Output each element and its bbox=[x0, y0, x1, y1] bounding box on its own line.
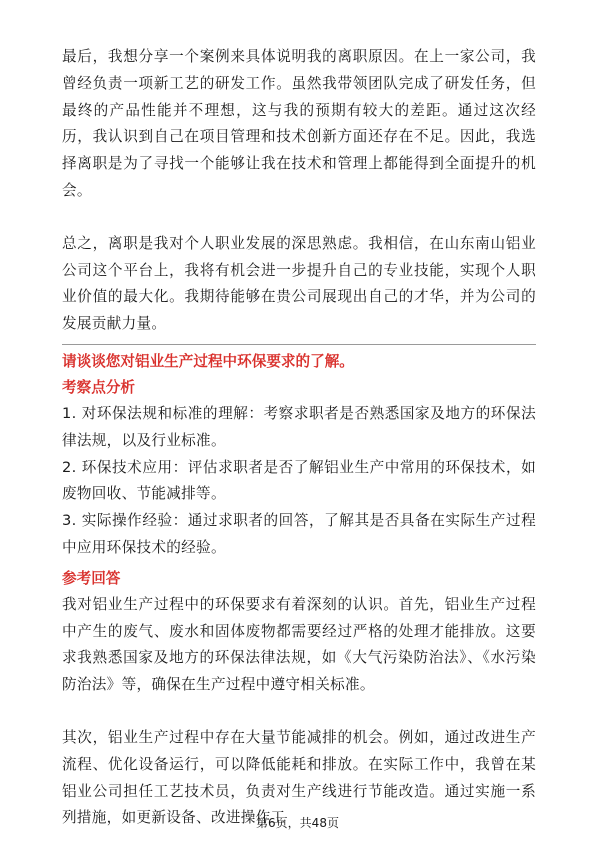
analysis-item: 1. 对环保法规和标准的理解：考察求职者是否熟悉国家及地方的环保法律法规，以及行业标准。 bbox=[62, 404, 536, 449]
intro-paragraph-2: 总之，离职是我对个人职业发展的深思熟虑。我相信，在山东南山铝业公司这个平台上，我将有机会进一步提升自己的专业技能，实现个人职业价值的最大化。我期待能够在贵公司展现出自己的才华，并为公司的发展贡献力量。 bbox=[62, 234, 536, 333]
section-divider bbox=[62, 344, 536, 345]
analysis-list bbox=[62, 401, 536, 562]
answer-paragraph-1: 我对铝业生产过程中的环保要求有着深刻的认识。首先，铝业生产过程中产生的废气、废水和固体废物都需要经过严格的处理才能排放。这要求我熟悉国家及地方的环保法律法规，如《大气污染防治法》、《水污染防治法》等，确保在生产过程中遵守相关标准。 bbox=[62, 595, 536, 694]
answer-paragraph-2: 其次，铝业生产过程中存在大量节能减排的机会。例如，通过改进生产流程、优化设备运行，可以降低能耗和排放。在实际工作中，我曾在某铝业公司担任工艺技术员，负责对生产线进行节能改造。通过实施一系列措施，如更新设备、改进操作工 bbox=[62, 728, 536, 827]
page-number-footer: 第6页，共48页 bbox=[256, 816, 339, 830]
analysis-item: 3. 实际操作经验：通过求职者的回答，了解其是否具备在实际生产过程中应用环保技术的经验。 bbox=[62, 512, 536, 556]
answer-heading: 参考回答 bbox=[62, 569, 121, 587]
analysis-item: 2. 环保技术应用：评估求职者是否了解铝业生产中常用的环保技术，如废物回收、节能减排等。 bbox=[62, 458, 536, 503]
intro-paragraph-1: 最后，我想分享一个案例来具体说明我的离职原因。在上一家公司，我曾经负责一项新工艺的研发工作。虽然我带领团队完成了研发任务，但最终的产品性能并不理想，这与我的预期有较大的差距。通过这次经历，我认识到自己在项目管理和技术创新方面还存在不足。因此，我选择离职是为了寻找一个能够让我在技术和管理上都能得到全面提升的机会。 bbox=[62, 48, 536, 199]
interview-question: 请谈谈您对铝业生产过程中环保要求的了解。 bbox=[62, 352, 354, 370]
document-page bbox=[62, 44, 536, 832]
analysis-heading: 考察点分析 bbox=[62, 378, 135, 396]
